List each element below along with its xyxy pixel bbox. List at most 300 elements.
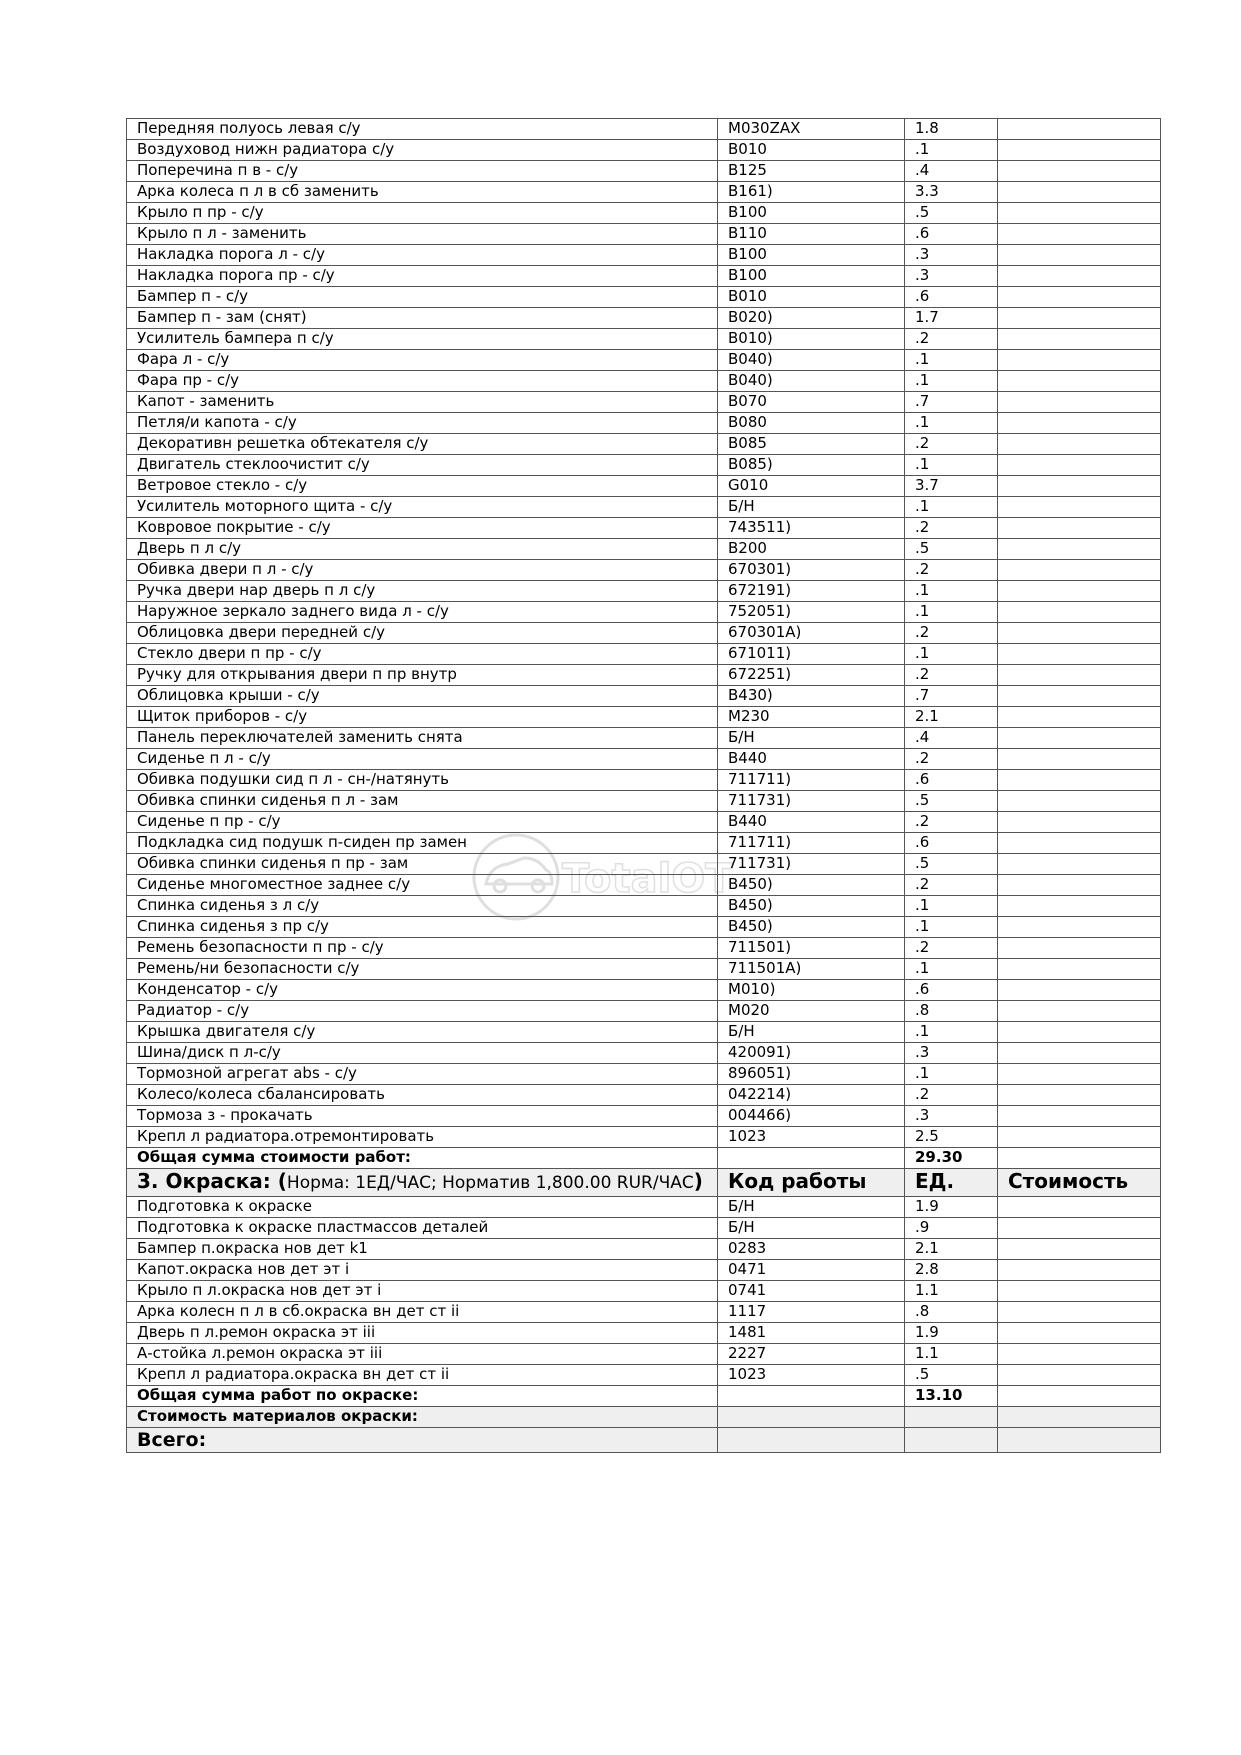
work-code-cell: B070 [718, 392, 905, 413]
materials-code [718, 1407, 905, 1428]
table-row [127, 287, 1161, 308]
table-row [127, 791, 1161, 812]
work-name-cell: Двигатель стеклоочистит с/у [127, 455, 718, 476]
work-name-cell: Бампер п - зам (снят) [127, 308, 718, 329]
table-row [127, 266, 1161, 287]
work-units-cell: 3.7 [905, 476, 998, 497]
work-units-cell: .1 [905, 1064, 998, 1085]
work-cost-cell [998, 308, 1161, 329]
work-cost-cell [998, 581, 1161, 602]
work-code-cell: 0471 [718, 1260, 905, 1281]
work-name-cell: Крыло п л.окраска нов дет эт i [127, 1281, 718, 1302]
paint-header-title [127, 1169, 718, 1197]
work-units-cell: .2 [905, 560, 998, 581]
work-code-cell: 1117 [718, 1302, 905, 1323]
work-name-cell: Усилитель бампера п с/у [127, 329, 718, 350]
paint-title-close: ) [693, 1169, 703, 1193]
table-row [127, 770, 1161, 791]
work-code-cell: B010 [718, 140, 905, 161]
work-code-cell: B085) [718, 455, 905, 476]
work-code-cell: 711711) [718, 833, 905, 854]
work-cost-cell [998, 476, 1161, 497]
work-units-cell: .5 [905, 1365, 998, 1386]
work-code-cell: 420091) [718, 1043, 905, 1064]
work-cost-cell [998, 1344, 1161, 1365]
work-code-cell: 670301) [718, 560, 905, 581]
work-code-cell: B080 [718, 413, 905, 434]
work-code-cell: B040) [718, 371, 905, 392]
work-cost-cell [998, 392, 1161, 413]
work-cost-cell [998, 434, 1161, 455]
work-name-cell: Крыло п л - заменить [127, 224, 718, 245]
work-code-cell: B440 [718, 749, 905, 770]
work-name-cell: Крепл л радиатора.окраска вн дет ст ii [127, 1365, 718, 1386]
work-units-cell: .6 [905, 833, 998, 854]
table-row [127, 917, 1161, 938]
work-name-cell: Облицовка двери передней с/у [127, 623, 718, 644]
work-cost-cell [998, 245, 1161, 266]
work-units-cell: .7 [905, 392, 998, 413]
work-units-cell: .2 [905, 518, 998, 539]
table-row [127, 392, 1161, 413]
work-code-cell: 752051) [718, 602, 905, 623]
work-cost-cell [998, 959, 1161, 980]
work-units-cell: .2 [905, 875, 998, 896]
work-name-cell: Обивка двери п л - с/у [127, 560, 718, 581]
work-cost-cell [998, 182, 1161, 203]
work-code-cell: 004466) [718, 1106, 905, 1127]
work-cost-cell [998, 1106, 1161, 1127]
work-cost-cell [998, 875, 1161, 896]
work-cost-cell [998, 1365, 1161, 1386]
grand-total-units [905, 1428, 998, 1453]
works-total-section [127, 1148, 1161, 1197]
work-code-cell: 896051) [718, 1064, 905, 1085]
work-name-cell: Панель переключателей заменить снята [127, 728, 718, 749]
work-cost-cell [998, 413, 1161, 434]
table-row [127, 1106, 1161, 1127]
table-row [127, 728, 1161, 749]
work-code-cell: B085 [718, 434, 905, 455]
work-units-cell: .1 [905, 350, 998, 371]
materials-label: Стоимость материалов окраски: [127, 1407, 718, 1428]
work-units-cell: 1.7 [905, 308, 998, 329]
work-cost-cell [998, 329, 1161, 350]
work-units-cell: .1 [905, 917, 998, 938]
table-row [127, 1323, 1161, 1344]
materials-units [905, 1407, 998, 1428]
work-name-cell: А-стойка л.ремон окраска эт iii [127, 1344, 718, 1365]
work-units-cell: .2 [905, 749, 998, 770]
work-units-cell: 2.8 [905, 1260, 998, 1281]
work-name-cell: Дверь п л.ремон окраска эт iii [127, 1323, 718, 1344]
work-code-cell: 672251) [718, 665, 905, 686]
work-name-cell: Конденсатор - с/у [127, 980, 718, 1001]
table-row [127, 1281, 1161, 1302]
work-name-cell: Крепл л радиатора.отремонтировать [127, 1127, 718, 1148]
works-total-code [718, 1148, 905, 1169]
table-row [127, 434, 1161, 455]
work-code-cell: B440 [718, 812, 905, 833]
table-row [127, 1302, 1161, 1323]
work-units-cell: .2 [905, 665, 998, 686]
work-name-cell: Обивка спинки сиденья п пр - зам [127, 854, 718, 875]
work-code-cell: 711501A) [718, 959, 905, 980]
paint-total-cost [998, 1386, 1161, 1407]
works-total-label: Общая сумма стоимости работ: [127, 1148, 718, 1169]
work-code-cell: B100 [718, 266, 905, 287]
table-row [127, 602, 1161, 623]
work-code-cell: 042214) [718, 1085, 905, 1106]
paint-total-row [127, 1386, 1161, 1407]
work-units-cell: .1 [905, 455, 998, 476]
work-code-cell: 711501) [718, 938, 905, 959]
work-units-cell: .6 [905, 770, 998, 791]
table-row [127, 476, 1161, 497]
work-name-cell: Ручку для открывания двери п пр внутр [127, 665, 718, 686]
work-code-cell: B110 [718, 224, 905, 245]
work-code-cell: Б/Н [718, 728, 905, 749]
work-units-cell: .1 [905, 1022, 998, 1043]
table-row [127, 560, 1161, 581]
work-cost-cell [998, 938, 1161, 959]
work-cost-cell [998, 455, 1161, 476]
work-name-cell: Ремень/ни безопасности с/у [127, 959, 718, 980]
work-name-cell: Накладка порога л - с/у [127, 245, 718, 266]
work-cost-cell [998, 749, 1161, 770]
work-code-cell: 2227 [718, 1344, 905, 1365]
work-cost-cell [998, 1323, 1161, 1344]
work-name-cell: Поперечина п в - с/у [127, 161, 718, 182]
work-units-cell: 2.1 [905, 1239, 998, 1260]
work-name-cell: Облицовка крыши - с/у [127, 686, 718, 707]
work-cost-cell [998, 686, 1161, 707]
work-name-cell: Бампер п - с/у [127, 287, 718, 308]
work-name-cell: Сиденье п л - с/у [127, 749, 718, 770]
work-code-cell: B125 [718, 161, 905, 182]
work-cost-cell [998, 707, 1161, 728]
work-cost-cell [998, 224, 1161, 245]
table-row [127, 308, 1161, 329]
work-cost-cell [998, 1239, 1161, 1260]
work-code-cell: B430) [718, 686, 905, 707]
work-name-cell: Капот - заменить [127, 392, 718, 413]
work-cost-cell [998, 539, 1161, 560]
work-units-cell: .1 [905, 602, 998, 623]
work-cost-cell [998, 1022, 1161, 1043]
column-header-units: ЕД. [905, 1169, 998, 1197]
work-cost-cell [998, 350, 1161, 371]
work-cost-cell [998, 833, 1161, 854]
watermark-text: TotalOT [562, 856, 733, 902]
work-units-cell: .1 [905, 644, 998, 665]
work-name-cell: Радиатор - с/у [127, 1001, 718, 1022]
work-units-cell: .8 [905, 1302, 998, 1323]
work-units-cell: .5 [905, 854, 998, 875]
work-units-cell: .3 [905, 245, 998, 266]
work-cost-cell [998, 644, 1161, 665]
work-name-cell: Колесо/колеса сбалансировать [127, 1085, 718, 1106]
work-units-cell: .5 [905, 791, 998, 812]
work-cost-cell [998, 161, 1161, 182]
work-code-cell: 711731) [718, 854, 905, 875]
work-cost-cell [998, 266, 1161, 287]
work-name-cell: Тормоза з - прокачать [127, 1106, 718, 1127]
table-row [127, 812, 1161, 833]
table-row [127, 1239, 1161, 1260]
work-cost-cell [998, 1260, 1161, 1281]
work-name-cell: Подготовка к окраске пластмассов деталей [127, 1218, 718, 1239]
work-cost-cell [998, 119, 1161, 140]
work-code-cell: 1023 [718, 1127, 905, 1148]
table-row [127, 896, 1161, 917]
table-row [127, 224, 1161, 245]
work-code-cell: B100 [718, 245, 905, 266]
work-name-cell: Сиденье многоместное заднее с/у [127, 875, 718, 896]
work-units-cell: .1 [905, 581, 998, 602]
work-name-cell: Фара пр - с/у [127, 371, 718, 392]
work-code-cell: M030ZAX [718, 119, 905, 140]
works-section [127, 119, 1161, 1148]
work-code-cell: M020 [718, 1001, 905, 1022]
table-row [127, 1064, 1161, 1085]
work-cost-cell [998, 1064, 1161, 1085]
table-row [127, 119, 1161, 140]
work-cost-cell [998, 623, 1161, 644]
work-code-cell: B450) [718, 875, 905, 896]
work-units-cell: .7 [905, 686, 998, 707]
work-name-cell: Ветровое стекло - с/у [127, 476, 718, 497]
work-name-cell: Капот.окраска нов дет эт i [127, 1260, 718, 1281]
paint-norma: Норма: 1ЕД/ЧАС; Норматив 1,800.00 RUR/ЧАС [286, 1173, 694, 1193]
work-name-cell: Фара л - с/у [127, 350, 718, 371]
table-row [127, 1001, 1161, 1022]
work-cost-cell [998, 203, 1161, 224]
work-cost-cell [998, 812, 1161, 833]
table-row [127, 1260, 1161, 1281]
work-units-cell: .2 [905, 329, 998, 350]
work-cost-cell [998, 140, 1161, 161]
work-name-cell: Бампер п.окраска нов дет k1 [127, 1239, 718, 1260]
work-cost-cell [998, 728, 1161, 749]
work-code-cell: B010 [718, 287, 905, 308]
work-name-cell: Ковровое покрытие - с/у [127, 518, 718, 539]
works-total-cost [998, 1148, 1161, 1169]
table-row [127, 1218, 1161, 1239]
work-name-cell: Арка колеса п л в сб заменить [127, 182, 718, 203]
work-name-cell: Петля/и капота - с/у [127, 413, 718, 434]
table-row [127, 245, 1161, 266]
work-name-cell: Спинка сиденья з пр с/у [127, 917, 718, 938]
work-units-cell: .2 [905, 812, 998, 833]
work-cost-cell [998, 518, 1161, 539]
table-row [127, 644, 1161, 665]
table-row [127, 1043, 1161, 1064]
work-code-cell: 711731) [718, 791, 905, 812]
work-units-cell: .3 [905, 266, 998, 287]
work-code-cell: Б/Н [718, 1197, 905, 1218]
table-row [127, 413, 1161, 434]
work-name-cell: Крышка двигателя с/у [127, 1022, 718, 1043]
works-total-units: 29.30 [905, 1148, 998, 1169]
work-name-cell: Шина/диск п л-с/у [127, 1043, 718, 1064]
work-cost-cell [998, 560, 1161, 581]
table-row [127, 455, 1161, 476]
work-code-cell: B100 [718, 203, 905, 224]
work-name-cell: Воздуховод нижн радиатора с/у [127, 140, 718, 161]
work-name-cell: Стекло двери п пр - с/у [127, 644, 718, 665]
work-code-cell: B450) [718, 917, 905, 938]
work-code-cell: B020) [718, 308, 905, 329]
table-row [127, 1344, 1161, 1365]
table-row [127, 623, 1161, 644]
table-row [127, 749, 1161, 770]
table-row [127, 1022, 1161, 1043]
work-code-cell: 671011) [718, 644, 905, 665]
work-cost-cell [998, 1218, 1161, 1239]
work-units-cell: .1 [905, 959, 998, 980]
work-cost-cell [998, 287, 1161, 308]
materials-cost [998, 1407, 1161, 1428]
table-row [127, 182, 1161, 203]
work-units-cell: .8 [905, 1001, 998, 1022]
work-code-cell: M230 [718, 707, 905, 728]
work-name-cell: Обивка спинки сиденья п л - зам [127, 791, 718, 812]
work-name-cell: Обивка подушки сид п л - сн-/натянуть [127, 770, 718, 791]
work-code-cell: M010) [718, 980, 905, 1001]
grand-total-code [718, 1428, 905, 1453]
work-units-cell: 1.9 [905, 1323, 998, 1344]
work-code-cell: B040) [718, 350, 905, 371]
work-units-cell: 1.1 [905, 1281, 998, 1302]
work-name-cell: Арка колесн п л в сб.окраска вн дет ст ii [127, 1302, 718, 1323]
paint-total-code [718, 1386, 905, 1407]
work-name-cell: Дверь п л с/у [127, 539, 718, 560]
work-code-cell: Б/Н [718, 497, 905, 518]
table-row [127, 1365, 1161, 1386]
table-row [127, 329, 1161, 350]
work-units-cell: .5 [905, 203, 998, 224]
work-cost-cell [998, 1281, 1161, 1302]
work-code-cell: 1481 [718, 1323, 905, 1344]
work-name-cell: Усилитель моторного щита - с/у [127, 497, 718, 518]
work-cost-cell [998, 1127, 1161, 1148]
grand-total-row [127, 1428, 1161, 1453]
table-row [127, 140, 1161, 161]
work-cost-cell [998, 854, 1161, 875]
table-row [127, 371, 1161, 392]
work-code-cell: B450) [718, 896, 905, 917]
table-row [127, 980, 1161, 1001]
work-units-cell: 1.1 [905, 1344, 998, 1365]
work-units-cell: 3.3 [905, 182, 998, 203]
table-row [127, 1197, 1161, 1218]
work-code-cell: 0741 [718, 1281, 905, 1302]
work-code-cell: 672191) [718, 581, 905, 602]
work-units-cell: .3 [905, 1043, 998, 1064]
repair-estimate-table [126, 118, 1161, 1453]
work-cost-cell [998, 770, 1161, 791]
work-name-cell: Декоративн решетка обтекателя с/у [127, 434, 718, 455]
work-units-cell: .1 [905, 896, 998, 917]
work-units-cell: .1 [905, 140, 998, 161]
table-row [127, 854, 1161, 875]
work-units-cell: .4 [905, 728, 998, 749]
work-cost-cell [998, 1085, 1161, 1106]
work-code-cell: 711711) [718, 770, 905, 791]
column-header-code: Код работы [718, 1169, 905, 1197]
work-units-cell: .1 [905, 371, 998, 392]
work-code-cell: 1023 [718, 1365, 905, 1386]
paint-total-label: Общая сумма работ по окраске: [127, 1386, 718, 1407]
work-units-cell: .2 [905, 1085, 998, 1106]
table-row [127, 350, 1161, 371]
work-units-cell: .6 [905, 980, 998, 1001]
work-cost-cell [998, 917, 1161, 938]
work-cost-cell [998, 896, 1161, 917]
work-units-cell: 2.5 [905, 1127, 998, 1148]
work-name-cell: Крыло п пр - с/у [127, 203, 718, 224]
work-cost-cell [998, 1043, 1161, 1064]
work-units-cell: .6 [905, 224, 998, 245]
table-row [127, 938, 1161, 959]
work-code-cell: 0283 [718, 1239, 905, 1260]
materials-row [127, 1407, 1161, 1428]
work-units-cell: .2 [905, 623, 998, 644]
work-units-cell: .1 [905, 497, 998, 518]
work-code-cell: 670301A) [718, 623, 905, 644]
work-name-cell: Ручка двери нар дверь п л с/у [127, 581, 718, 602]
work-units-cell: .3 [905, 1106, 998, 1127]
work-units-cell: .6 [905, 287, 998, 308]
work-name-cell: Подкладка сид подушк п-сиден пр замен [127, 833, 718, 854]
work-code-cell: G010 [718, 476, 905, 497]
work-code-cell: B161) [718, 182, 905, 203]
work-units-cell: 1.9 [905, 1197, 998, 1218]
work-name-cell: Передняя полуось левая с/у [127, 119, 718, 140]
table-row [127, 203, 1161, 224]
summary-section [127, 1386, 1161, 1453]
work-name-cell: Щиток приборов - с/у [127, 707, 718, 728]
work-cost-cell [998, 497, 1161, 518]
table-row [127, 1127, 1161, 1148]
work-name-cell: Накладка порога пр - с/у [127, 266, 718, 287]
table-row [127, 875, 1161, 896]
paint-header-row [127, 1169, 1161, 1197]
work-code-cell: 743511) [718, 518, 905, 539]
work-cost-cell [998, 980, 1161, 1001]
table-row [127, 959, 1161, 980]
work-units-cell: 2.1 [905, 707, 998, 728]
work-cost-cell [998, 602, 1161, 623]
work-cost-cell [998, 1001, 1161, 1022]
works-total-row [127, 1148, 1161, 1169]
work-cost-cell [998, 1302, 1161, 1323]
work-cost-cell [998, 1197, 1161, 1218]
paint-section [127, 1197, 1161, 1386]
work-name-cell: Сиденье п пр - с/у [127, 812, 718, 833]
table-row [127, 707, 1161, 728]
table-row [127, 665, 1161, 686]
work-code-cell: Б/Н [718, 1218, 905, 1239]
table-row [127, 497, 1161, 518]
paint-title: 3. Окраска: ( [137, 1169, 287, 1193]
work-units-cell: .2 [905, 938, 998, 959]
work-name-cell: Наружное зеркало заднего вида л - с/у [127, 602, 718, 623]
work-name-cell: Спинка сиденья з л с/у [127, 896, 718, 917]
work-units-cell: .1 [905, 413, 998, 434]
table-row [127, 1085, 1161, 1106]
